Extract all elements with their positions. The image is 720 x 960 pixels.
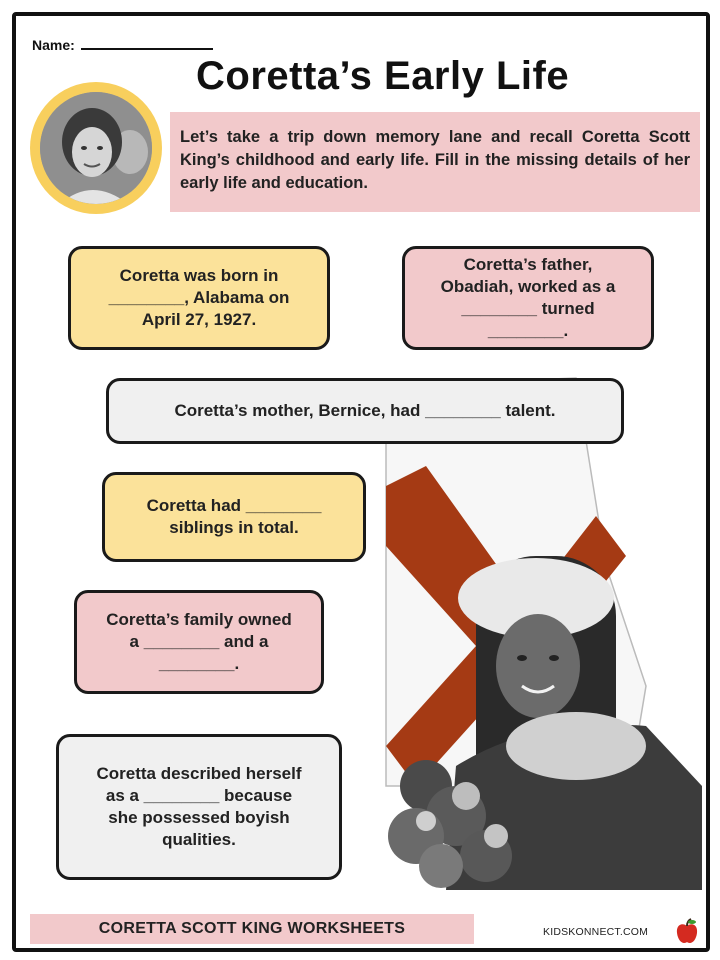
name-blank-line[interactable]: [81, 36, 213, 50]
worksheet-page: [12, 12, 710, 952]
name-label: Name:: [32, 37, 75, 53]
brand-label: KIDSKONNECT.COM: [543, 926, 649, 938]
box-father: Coretta’s father, Obadiah, worked as a ________ turned ________.: [402, 246, 654, 350]
box-birthplace: Coretta was born in ________, Alabama on April 27, 1927.: [68, 246, 330, 350]
page-title: Coretta’s Early Life: [196, 54, 570, 98]
box-mother: Coretta’s mother, Bernice, had ________ talent.: [106, 378, 624, 444]
alabama-map-photo: [346, 366, 702, 890]
intro-text: Let’s take a trip down memory lane and recall Coretta Scott King’s childhood and early life. Fill in the missing details of her early life and education.: [170, 112, 700, 212]
box-described-herself: Coretta described herself as a ________ because she possessed boyish qualities.: [56, 734, 342, 880]
apple-logo-icon: [674, 918, 700, 946]
box-family-owned: Coretta’s family owned a ________ and a ________.: [74, 590, 324, 694]
portrait-circle: [30, 82, 162, 214]
box-siblings: Coretta had ________ siblings in total.: [102, 472, 366, 562]
footer-series-title: CORETTA SCOTT KING WORKSHEETS: [30, 914, 474, 944]
name-field[interactable]: [32, 36, 213, 53]
childhood-photo: [40, 92, 152, 204]
